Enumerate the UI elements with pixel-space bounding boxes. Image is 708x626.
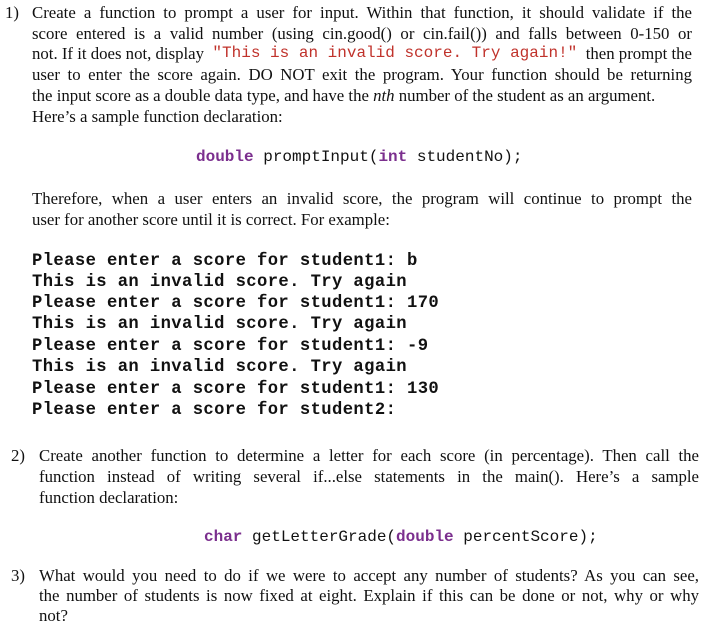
sample-output-line: Please enter a score for student1: -9 — [32, 337, 429, 356]
question-3-line-1: What would you need to do if we were to accept any number of students? As you can see, — [39, 566, 699, 585]
nth-italic: nth — [373, 86, 395, 105]
sample-output-line: This is an invalid score. Try again — [32, 273, 407, 292]
decl-param-name: percentScore); — [453, 528, 598, 546]
sample-output-line: Please enter a score for student1: b — [32, 252, 418, 271]
question-2-line-3: function declaration: — [39, 488, 179, 507]
decl-return-type: char — [204, 528, 243, 546]
sample-output-line: This is an invalid score. Try again — [32, 315, 407, 334]
get-letter-grade-declaration — [204, 528, 598, 546]
decl-param-type: int — [378, 148, 408, 166]
question-1-line-4: user to enter the score again. DO NOT exit the program. Your function should be returning — [32, 65, 692, 84]
sample-output-line: Please enter a score for student1: 170 — [32, 294, 440, 313]
question-1-number: 1) — [5, 3, 19, 22]
question-1-line-1: Create a function to prompt a user for input. Within that function, it should validate if the — [32, 3, 692, 22]
question-2-line-2: function instead of writing several if...else statements in the main(). Here’s a sample — [39, 467, 699, 486]
decl-function-name: promptInput( — [253, 148, 379, 166]
question-1-line-5-end: number of the student as an argument. — [394, 86, 656, 105]
question-1-line-2: score entered is a valid number (using cin.good() or cin.fail()) and falls between 0-150 or — [32, 24, 692, 43]
decl-function-name: getLetterGrade( — [242, 528, 397, 546]
sample-output-line: Please enter a score for student2: — [32, 401, 397, 420]
decl-param-type: double — [396, 528, 454, 546]
question-1-line-3 — [32, 44, 692, 64]
question-2-number: 2) — [11, 446, 25, 465]
question-1-line-5 — [32, 86, 655, 106]
question-1-line-3-start: not. If it does not, display — [32, 44, 209, 63]
invalid-score-message: "This is an invalid score. Try again!" — [212, 44, 578, 62]
question-3-line-2: the number of students is now fixed at eight. Explain if this can be done or not, why or why — [39, 586, 699, 605]
decl-param-name: studentNo); — [407, 148, 523, 166]
question-1-para-2-line-1: Therefore, when a user enters an invalid score, the program will continue to prompt the — [32, 189, 692, 208]
decl-return-type: double — [196, 148, 254, 166]
question-1-line-5-start: the input score as a double data type, and have the — [32, 86, 374, 105]
question-1-line-3-end: then prompt the — [581, 44, 692, 63]
sample-output-line: This is an invalid score. Try again — [32, 358, 407, 377]
question-2-line-1: Create another function to determine a letter for each score (in percentage). Then call the — [39, 446, 699, 465]
question-1-para-2-line-2: user for another score until it is correct. For example: — [32, 210, 390, 229]
sample-output-line: Please enter a score for student1: 130 — [32, 380, 440, 399]
question-3-number: 3) — [11, 566, 25, 585]
question-1-line-6: Here’s a sample function declaration: — [32, 107, 283, 126]
prompt-input-declaration — [196, 148, 522, 166]
question-3-line-3: not? — [39, 606, 68, 625]
